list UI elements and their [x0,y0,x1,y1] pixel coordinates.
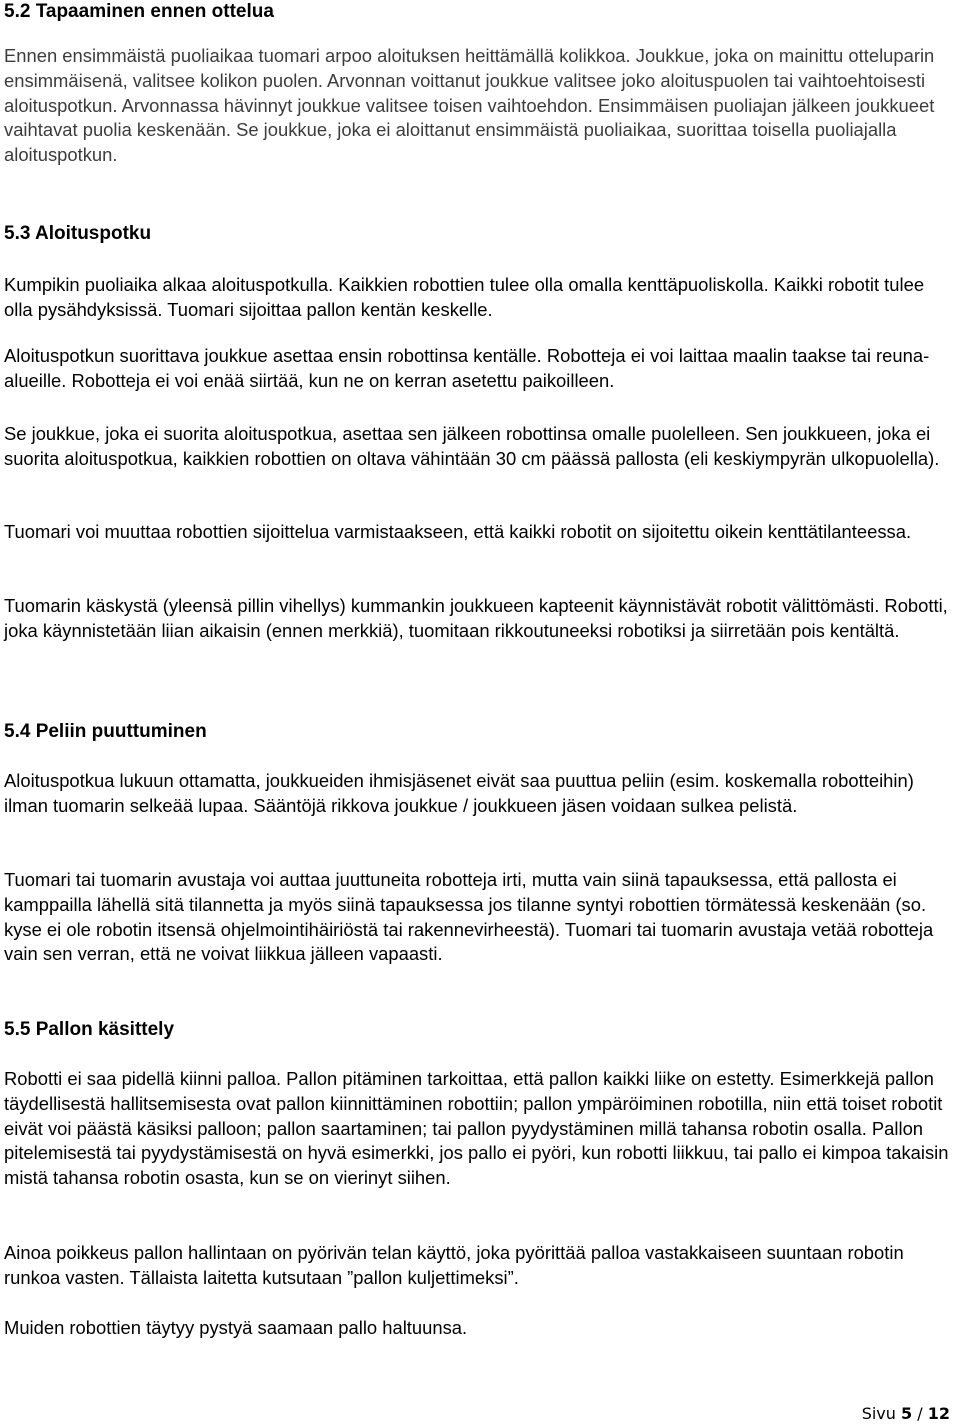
paragraph-5-4-2: Tuomari tai tuomarin avustaja voi auttaa juuttuneita robotteja irti, mutta vain siinä tapauksessa, että pallosta ei kamppailla lähellä sitä tilannetta ja myös siinä tapauksessa jos tilanne syntyi robottien törmätessä keskenään (so. kyse ei ole robotin itsensä ohjelmointihäiriöstä tai rakennevirheestä). Tuomari tai tuomarin avustaja vetää robotteja vain sen verran, että ne voivat liikkua jälleen vapaasti. [4,869,934,965]
section-heading-5-4: 5.4 Peliin puuttuminen [4,721,207,742]
section-heading-5-5: 5.5 Pallon käsittely [4,1019,175,1040]
paragraph-5-4-1: Aloituspotkua lukuun ottamatta, joukkueiden ihmisjäsenet eivät saa puuttua peliin (esim. koskemalla robotteihin) ilman tuomarin selkeää lupaa. Sääntöjä rikkova joukkue / joukkueen jäsen voidaan sulkea pelistä. [4,770,914,816]
paragraph-5-3-3: Se joukkue, joka ei suorita aloituspotkua, asettaa sen jälkeen robottinsa omalle puolelleen. Sen joukkueen, joka ei suorita aloituspotkua, kaikkien robottien on oltava vähintään 30 cm päässä pallosta (eli keskiympyrän ulkopuolella). [4,423,940,469]
section-heading-5-3: 5.3 Aloituspotku [4,223,152,244]
paragraph-5-3-5: Tuomarin käskystä (yleensä pillin vihellys) kummankin joukkueen kapteenit käynnistävät robotit välittömästi. Robotti, joka käynnistetään liian aikaisin (ennen merkkiä), tuomitaan rikkoutuneeksi robotiksi ja siirretään pois kentältä. [4,595,948,641]
page-footer [862,1404,950,1423]
paragraph-5-3-4: Tuomari voi muuttaa robottien sijoittelua varmistaakseen, että kaikki robotit on sijoitettu oikein kenttätilanteessa. [4,521,912,542]
paragraph-5-5-3: Muiden robottien täytyy pystyä saamaan pallo haltuunsa. [4,1317,468,1338]
paragraph-5-3-1: Kumpikin puoliaika alkaa aloituspotkulla. Kaikkien robottien tulee olla omalla kenttäpuoliskolla. Kaikki robotit tulee olla pysähdyksissä. Tuomari sijoittaa pallon kentän keskelle. [4,274,925,320]
paragraph-5-5-1: Robotti ei saa pidellä kiinni palloa. Pallon pitäminen tarkoittaa, että pallon kaikki liike on estetty. Esimerkkejä pallon täydellisestä hallitsemisesta ovat pallon kiinnittäminen robottiin; pallon ympäröiminen robotilla, niin että toiset robotit eivät voi päästä käsiksi palloon; pallon saartaminen; tai pallon pyydystäminen millä tahansa robotin osalla. Pallon pitelemisestä tai pyydystämisestä on hyvä esimerkki, jos pallo ei pyöri, kun robotti liikkuu, tai pallo ei kimpoa takaisin mistä tahansa robotin osasta, kun se on vierinyt siihen. [4,1068,949,1189]
section-heading-5-2: 5.2 Tapaaminen ennen ottelua [4,1,274,22]
total-pages-number: 12 [927,1404,950,1423]
paragraph-5-3-2: Aloituspotkun suorittava joukkue asettaa ensin robottinsa kentälle. Robotteja ei voi laittaa maalin taakse tai reuna-alueille. Robotteja ei voi enää siirtää, kun ne on kerran asetettu paikoilleen. [4,345,930,391]
current-page-number: 5 [901,1404,913,1423]
page-separator: / [917,1404,923,1423]
paragraph-5-5-2: Ainoa poikkeus pallon hallintaan on pyörivän telan käyttö, joka pyörittää palloa vastakkaiseen suuntaan robotin runkoa vasten. Tällaista laitetta kutsutaan ”pallon kuljettimeksi”. [4,1242,904,1288]
page-label: Sivu [861,1404,896,1423]
paragraph-5-2-1: Ennen ensimmäistä puoliaikaa tuomari arpoo aloituksen heittämällä kolikkoa. Joukkue, joka on mainittu otteluparin ensimmäisenä, valitsee kolikon puolen. Arvonnan voittanut joukkue valitsee joko aloituspuolen tai vaihtoehtoisesti aloituspotkun. Arvonnassa hävinnyt joukkue valitsee toisen vaihtoehdon. Ensimmäisen puoliajan jälkeen joukkueet vaihtavat puolia keskenään. Se joukkue, joka ei aloittanut ensimmäistä puoliaikaa, suorittaa toisella puoliajalla aloituspotkun. [4,45,935,166]
